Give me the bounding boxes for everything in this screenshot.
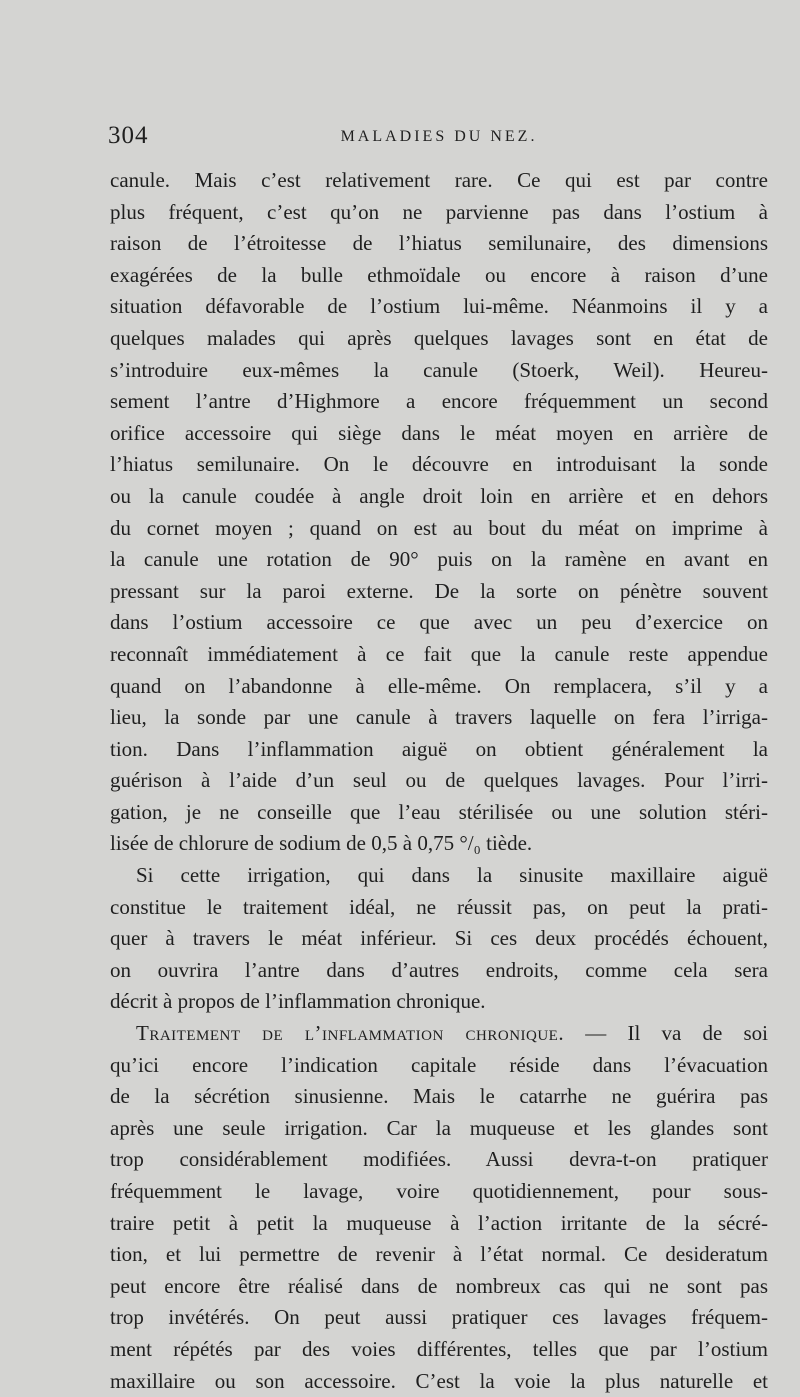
text-line: constitue le traitement idéal, ne réussit pas, on peut la prati- <box>110 894 768 919</box>
text-line: du cornet moyen ; quand on est au bout du méat on imprime à <box>110 515 768 540</box>
text-line: décrit à propos de l’inflammation chronique. <box>110 989 486 1014</box>
paragraph-2 <box>110 860 768 1018</box>
text-line: quand on l’abandonne à elle-même. On remplacera, s’il y a <box>110 673 768 698</box>
running-title: MALADIES DU NEZ. <box>340 128 538 145</box>
text-line: tion, et lui permettre de revenir à l’état normal. Ce desideratum <box>110 1242 768 1267</box>
text-line: Si cette irrigation, qui dans la sinusite maxillaire aiguë <box>136 863 768 888</box>
heading-line-rest: — Il va de soi <box>585 1021 769 1046</box>
text-line: lisée de chlorure de sodium de 0,5 à 0,75 °/₀ tiède. <box>110 831 533 856</box>
text-line: l’hiatus semilunaire. On le découvre en introduisant la sonde <box>110 452 768 477</box>
section-heading: Traitement de l’inflammation chronique. <box>136 1021 565 1046</box>
text-line: gation, je ne conseille que l’eau stérilisée ou une solution stéri- <box>110 799 768 824</box>
text-line: de la sécrétion sinusienne. Mais le catarrhe ne guérira pas <box>110 1084 768 1109</box>
text-line: lieu, la sonde par une canule à travers laquelle on fera l’irriga- <box>110 705 768 730</box>
text-line: qu’ici encore l’indication capitale réside dans l’évacuation <box>110 1052 768 1077</box>
text-line: guérison à l’aide d’un seul ou de quelques lavages. Pour l’irri- <box>110 768 768 793</box>
body-text <box>110 165 768 1397</box>
text-line: la canule une rotation de 90° puis on la ramène en avant en <box>110 547 768 572</box>
text-line: fréquemment le lavage, voire quotidiennement, pour sous- <box>110 1179 768 1203</box>
text-line: raison de l’étroitesse de l’hiatus semilunaire, des dimensions <box>110 231 768 256</box>
text-line: on ouvrira l’antre dans d’autres endroits, comme cela sera <box>110 957 768 982</box>
text-line: reconnaît immédiatement à ce fait que la canule reste appendue <box>110 641 768 666</box>
text-line: tion. Dans l’inflammation aiguë on obtient généralement la <box>110 736 768 761</box>
text-line: plus fréquent, c’est qu’on ne parvienne pas dans l’ostium à <box>110 199 768 224</box>
text-line: ou la canule coudée à angle droit loin en arrière et en dehors <box>110 483 768 508</box>
text-line: exagérées de la bulle ethmoïdale ou encore à raison d’une <box>110 262 768 287</box>
text-line: situation défavorable de l’ostium lui-même. Néanmoins il y a <box>110 294 768 319</box>
text-line: quer à travers le méat inférieur. Si ces deux procédés échouent, <box>110 926 768 951</box>
text-line: dans l’ostium accessoire ce que avec un peu d’exercice on <box>110 610 768 635</box>
text-line: peut encore être réalisé dans de nombreux cas qui ne sont pas <box>110 1273 768 1298</box>
text-line: quelques malades qui après quelques lavages sont en état de <box>110 325 768 350</box>
paragraph-3 <box>110 1018 768 1397</box>
page-number: 304 <box>108 122 149 149</box>
text-line: trop considérablement modifiées. Aussi devra-t-on pratiquer <box>110 1147 768 1172</box>
page-header <box>108 122 770 152</box>
text-line: traire petit à petit la muqueuse à l’action irritante de la sécré- <box>110 1210 768 1235</box>
text-line: orifice accessoire qui siège dans le méat moyen en arrière de <box>110 420 768 445</box>
text-line <box>110 1018 768 1050</box>
text-line: ment répétés par des voies différentes, telles que par l’ostium <box>110 1336 768 1361</box>
text-line: après une seule irrigation. Car la muqueuse et les glandes sont <box>110 1115 768 1140</box>
text-line: pressant sur la paroi externe. De la sorte on pénètre souvent <box>110 578 768 603</box>
paragraph-1 <box>110 165 768 860</box>
text-line: sement l’antre d’Highmore a encore fréquemment un second <box>110 389 768 414</box>
text-line: canule. Mais c’est relativement rare. Ce qui est par contre <box>110 168 768 192</box>
text-line: maxillaire ou son accessoire. C’est la voie la plus naturelle et <box>110 1368 768 1393</box>
text-line: trop invétérés. On peut aussi pratiquer ces lavages fréquem- <box>110 1305 768 1330</box>
text-line: s’introduire eux-mêmes la canule (Stoerk, Weil). Heureu- <box>110 357 768 382</box>
